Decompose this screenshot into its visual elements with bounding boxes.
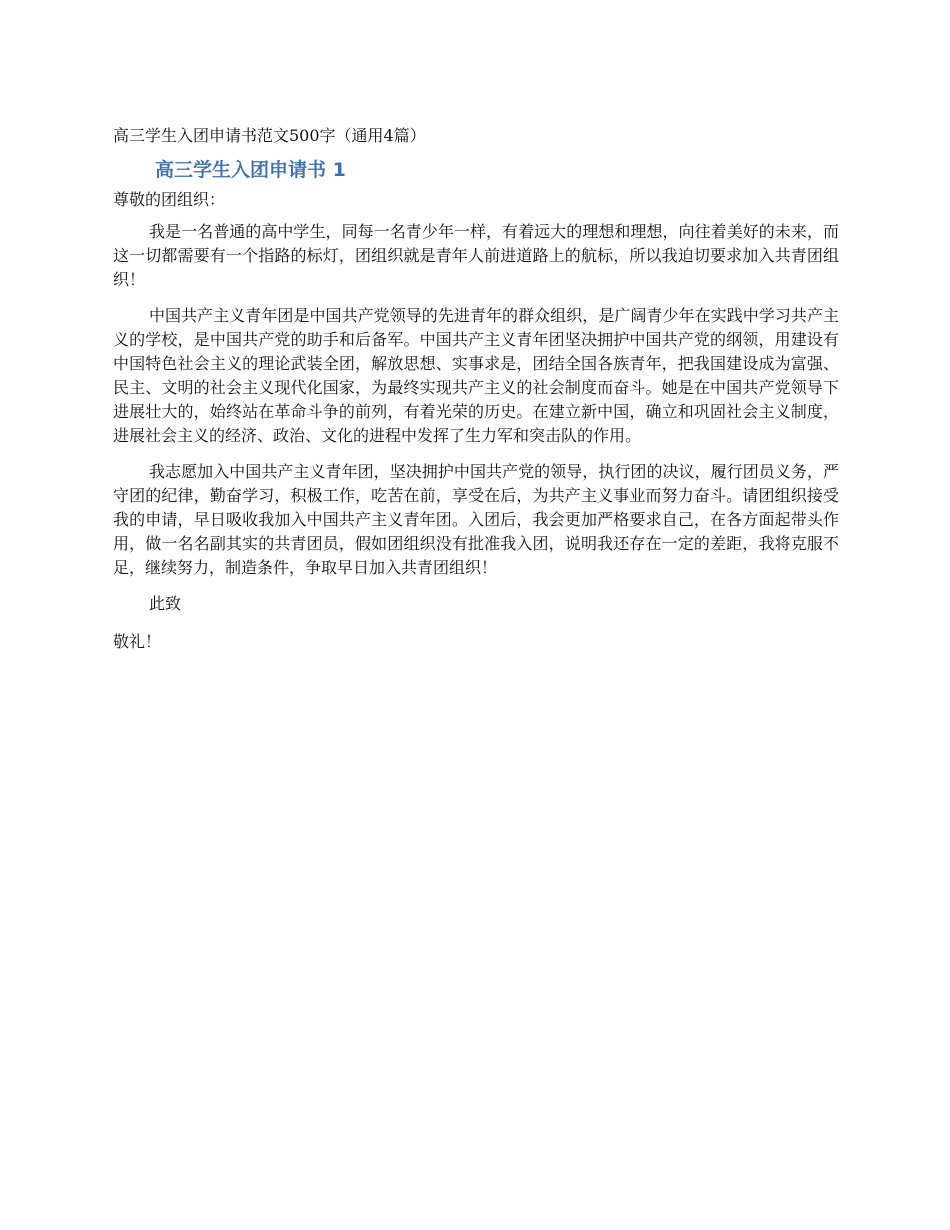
document-title: 高三学生入团申请书范文500字（通用4篇） bbox=[113, 126, 426, 145]
section-heading: 高三学生入团申请书 1 bbox=[155, 159, 346, 181]
regards-phrase: 敬礼！ bbox=[113, 632, 162, 651]
paragraph-1: 我是一名普通的高中学生，同每一名青少年一样，有着远大的理想和理想，向往着美好的未来，而这一切都需要有一个指路的标灯，团组织就是青年人前进道路上的航标，所以我迫切要求加入共青团组织！ bbox=[113, 222, 839, 289]
paragraph-2: 中国共产主义青年团是中国共产党领导的先进青年的群众组织，是广阔青少年在实践中学习共产主义的学校，是中国共产党的助手和后备军。中国共产主义青年团坚决拥护中国共产党的纲领，用建设有中国特色社会主义的理论武装全团，解放思想、实事求是，团结全国各族青年，把我国建设成为富强、民主、文明的社会主义现代化国家，为最终实现共产主义的社会制度而奋斗。她是在中国共产党领导下进展壮大的，始终站在革命斗争的前列，有着光荣的历史。在建立新中国，确立和巩固社会主义制度，进展社会主义的经济、政治、文化的进程中发挥了生力军和突击队的作用。 bbox=[113, 306, 839, 445]
salutation: 尊敬的团组织： bbox=[113, 190, 226, 209]
paragraph-3: 我志愿加入中国共产主义青年团，坚决拥护中国共产党的领导，执行团的决议，履行团员义务，严守团的纪律，勤奋学习，积极工作，吃苦在前，享受在后，为共产主义事业而努力奋斗。请团组织接受我的申请，早日吸收我加入中国共产主义青年团。入团后，我会更加严格要求自己，在各方面起带头作用，做一名名副其实的共青团员，假如团组织没有批准我入团，说明我还存在一定的差距，我将克服不足，继续努力，制造条件，争取早日加入共青团组织！ bbox=[113, 462, 839, 577]
closing-phrase: 此致 bbox=[149, 594, 182, 613]
document-page bbox=[113, 124, 839, 654]
